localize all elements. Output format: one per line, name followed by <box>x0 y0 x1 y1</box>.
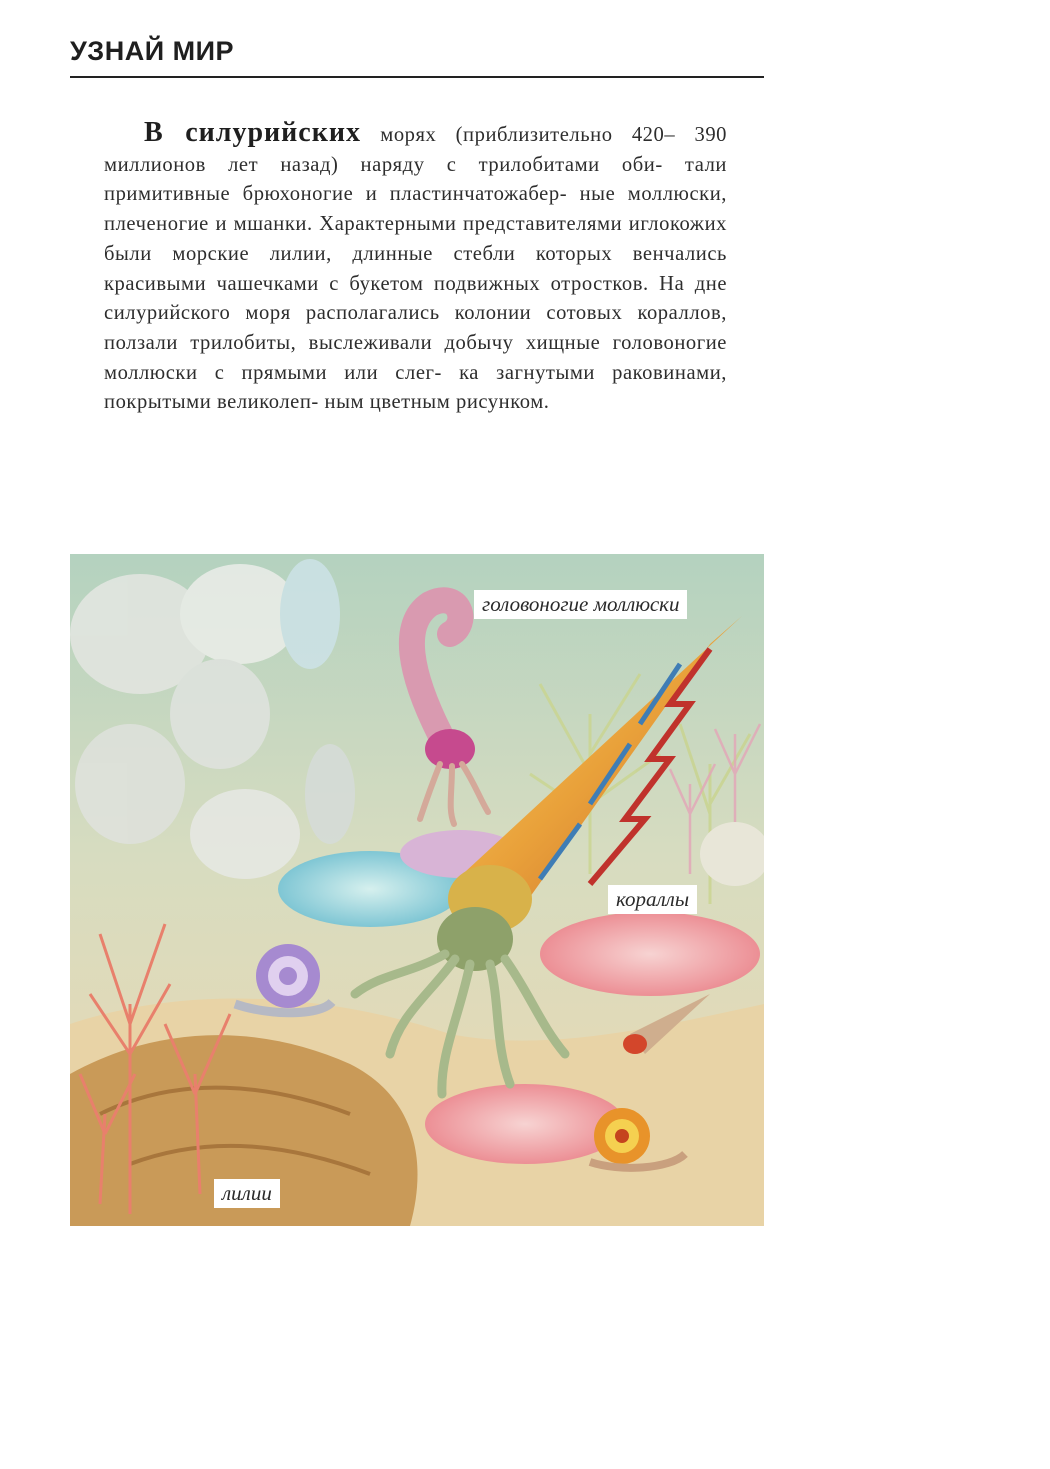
label-cephalopods: головоногие моллюски <box>474 590 687 619</box>
text-line: силурийского моря располагались колонии сотовых <box>104 302 623 325</box>
text-line: ка загнутыми раковинами, покрытыми великолеп- <box>104 361 727 414</box>
page-header <box>70 36 764 80</box>
silurian-sea-illustration <box>70 554 764 1226</box>
text-line: представителями иглокожих были морские лилии, <box>104 213 727 265</box>
lead-words: В силурийских <box>144 117 362 148</box>
pink-coral-right <box>540 912 760 996</box>
text-line: 390 миллионов лет назад) наряду с трилобитами оби- <box>104 124 728 176</box>
text-line: чашечками с букетом подвижных отростков. На дне <box>216 272 728 295</box>
text-line: ные моллюски, плеченогие и мшанки. Характерными <box>104 183 728 236</box>
text-line: тали примитивные брюхоногие и пластинчатожабер- <box>104 153 727 206</box>
label-lilies: лилии <box>214 1179 280 1208</box>
text-line: ным цветным рисунком. <box>324 391 550 414</box>
text-line: хищные головоногие моллюски с прямыми или слег- <box>104 331 727 384</box>
pink-coral-bottom <box>425 1084 625 1164</box>
text-line: кораллов, ползали трилобиты, выслеживали добычу <box>104 302 727 354</box>
label-corals: кораллы <box>608 885 697 914</box>
article-paragraph <box>104 118 727 418</box>
text-line: длинные стебли которых венчались красивыми <box>104 242 727 295</box>
text-line: морях (приблизительно 420– <box>361 124 676 146</box>
header-rule <box>70 76 764 78</box>
section-title: УЗНАЙ МИР <box>70 36 235 66</box>
